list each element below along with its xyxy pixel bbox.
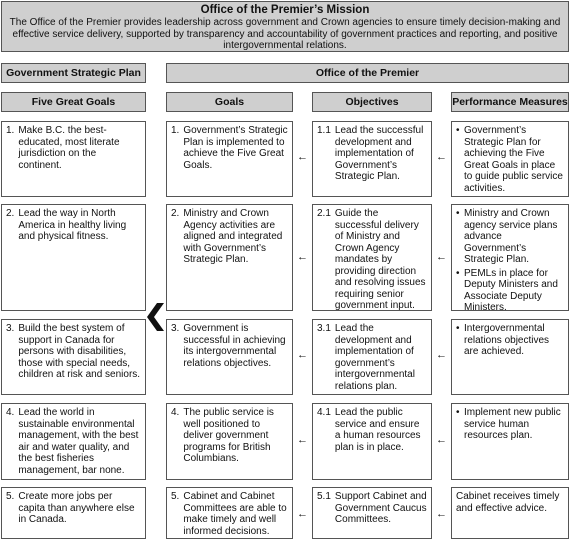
list-item: • Ministry and Crown agency service plans advance Government’s Strategic Plan. [456, 208, 558, 265]
objective-box-1: 1.1 Lead the successful development and implementation of Government’s Strategic Plan. [312, 121, 432, 197]
great-goal-box-2: 2. Lead the way in North America in healthy living and physical fitness. [1, 204, 146, 311]
objective-box-2: 2.1 Guide the successful delivery of Ministry and Crown Agency mandates by providing direction and resolving issues requiring senior government input. [312, 204, 432, 311]
header-government-strategic-plan: Government Strategic Plan [1, 63, 146, 83]
left-arrow-icon: ← [297, 508, 308, 520]
left-arrow-icon: ← [297, 434, 308, 446]
list-item: • Government’s Strategic Plan for achieving the Five Great Goals in place to guide public service activities. [456, 125, 563, 194]
measure-box-3 [451, 319, 569, 395]
great-goal-box-4: 4. Lead the world in sustainable environmental management, with the best air and water quality, and the best fisheries management, bar none. [1, 403, 146, 480]
goal-box-2: 2. Ministry and Crown Agency activities are aligned and integrated with Government’s Strategic Plan. [166, 204, 293, 311]
goal-box-5: 5. Cabinet and Cabinet Committees are able to make timely and well informed decisions. [166, 487, 293, 539]
large-left-arrow-icon [146, 302, 166, 332]
left-arrow-icon: ← [297, 251, 308, 263]
objective-box-3: 3.1 Lead the development and implementation of government’s intergovernmental relations plan. [312, 319, 432, 395]
objective-box-5: 5.1 Support Cabinet and Government Caucus Committees. [312, 487, 432, 539]
great-goal-box-5: 5. Create more jobs per capita than anywhere else in Canada. [1, 487, 146, 539]
great-goal-box-3: 3. Build the best system of support in Canada for persons with disabilities, those with special needs, children at risk and seniors. [1, 319, 146, 395]
left-arrow-icon: ← [297, 151, 308, 163]
goal-box-3: 3. Government is successful in achieving its intergovernmental relations objectives. [166, 319, 293, 395]
mission-title: Office of the Premier’s Mission [200, 4, 370, 16]
list-item: • PEMLs in place for Deputy Ministers and Associate Deputy Ministers. [456, 267, 558, 313]
list-item: Cabinet receives timely and effective advice. [456, 491, 560, 514]
header-goals: Goals [166, 92, 293, 112]
list-item: • Implement new public service human resources plan. [456, 407, 561, 441]
left-arrow-icon: ← [436, 349, 447, 361]
left-arrow-icon: ← [436, 251, 447, 263]
goal-box-4: 4. The public service is well positioned to deliver government programs for British Columbians. [166, 403, 293, 480]
objective-box-4: 4.1 Lead the public service and ensure a human resources plan is in place. [312, 403, 432, 480]
header-objectives: Objectives [312, 92, 432, 112]
header-five-great-goals: Five Great Goals [1, 92, 146, 112]
mission-text: The Office of the Premier provides leadership across government and Crown agencies to ensure timely decision-making and effective service delivery, supported by transparency and accountability of government practices and reporting, and positive intergovernmental relations. [9, 17, 561, 51]
measure-box-4 [451, 403, 569, 480]
left-arrow-icon: ← [436, 151, 447, 163]
measure-box-5 [451, 487, 569, 539]
left-arrow-icon: ← [436, 508, 447, 520]
list-item: • Intergovernmental relations objectives are achieved. [456, 323, 550, 357]
left-arrow-icon: ← [436, 434, 447, 446]
goal-box-1: 1. Government’s Strategic Plan is implemented to achieve the Five Great Goals. [166, 121, 293, 197]
left-arrow-icon: ← [297, 349, 308, 361]
great-goal-box-1: 1. Make B.C. the best-educated, most literate jurisdiction on the continent. [1, 121, 146, 197]
measure-box-2 [451, 204, 569, 311]
header-performance-measures: Performance Measures [451, 92, 569, 112]
header-office-of-the-premier: Office of the Premier [166, 63, 569, 83]
measure-box-1 [451, 121, 569, 197]
mission-banner [1, 1, 569, 52]
